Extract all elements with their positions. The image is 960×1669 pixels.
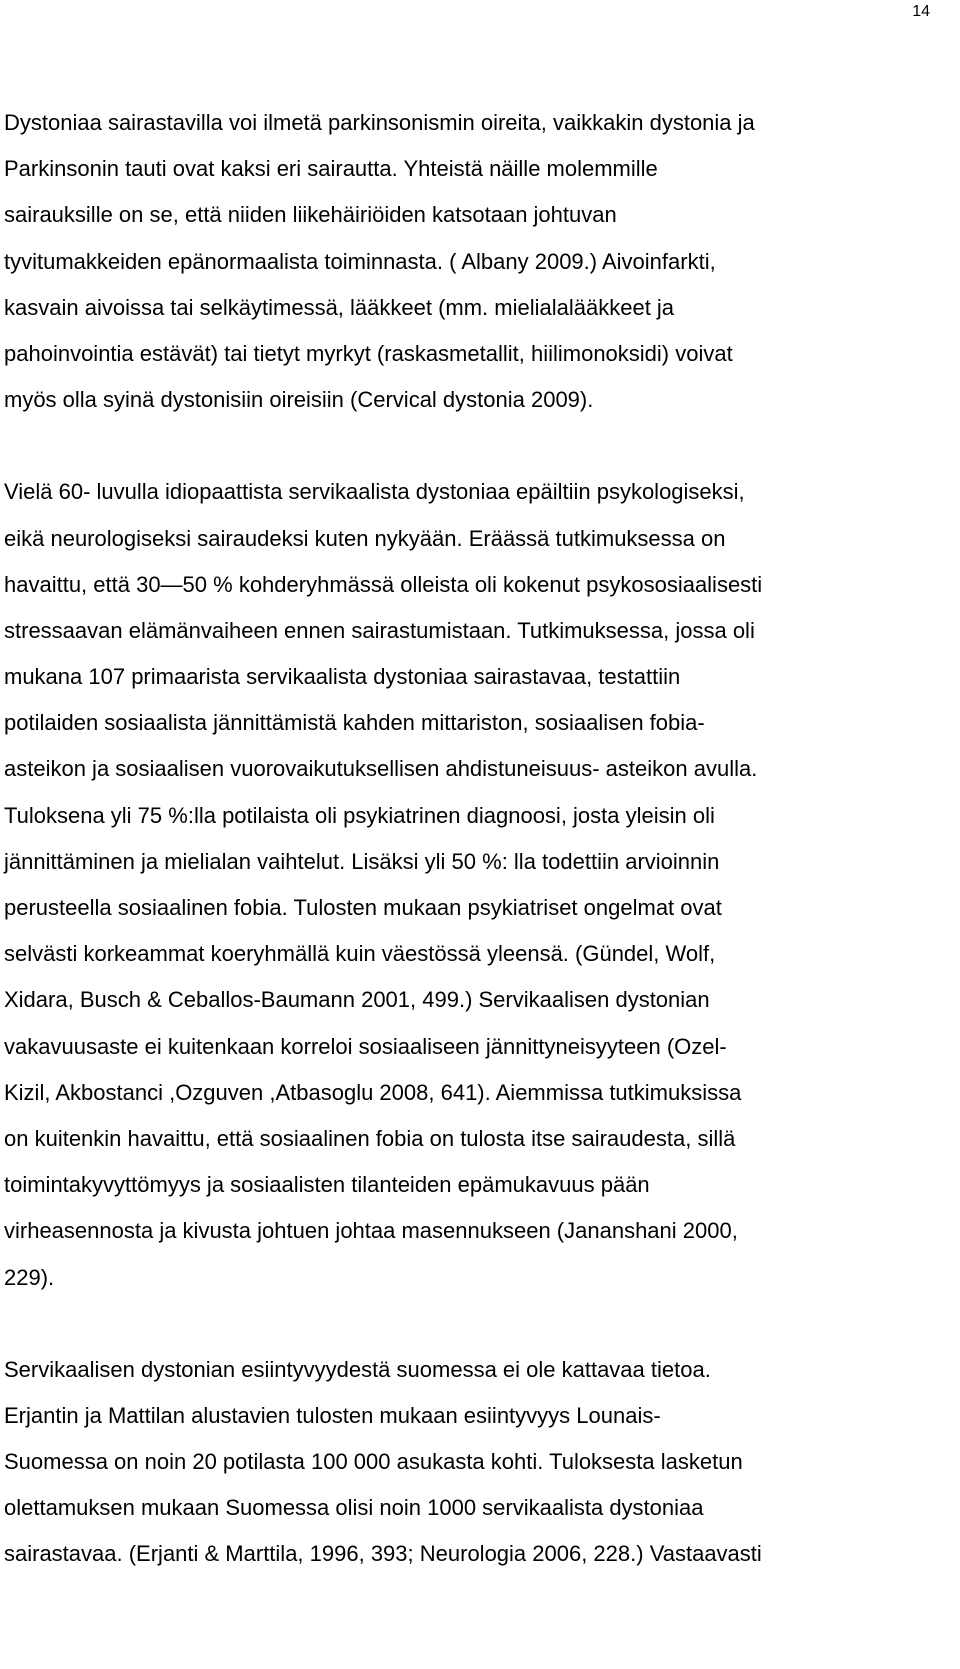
text-line: selvästi korkeammat koeryhmällä kuin väestössä yleensä. (Gündel, Wolf, — [4, 941, 716, 967]
text-line: olettamuksen mukaan Suomessa olisi noin 1000 servikaalista dystoniaa — [4, 1495, 704, 1521]
text-line: Parkinsonin tauti ovat kaksi eri sairautta. Yhteistä näille molemmille — [4, 156, 658, 182]
paragraph-parkinsonism — [4, 100, 934, 423]
text-line: eikä neurologiseksi sairaudeksi kuten nykyään. Eräässä tutkimuksessa on — [4, 525, 726, 551]
text-line: myös olla syinä dystonisiin oireisiin (Cervical dystonia 2009). — [4, 387, 594, 413]
text-line: sairauksille on se, että niiden liikehäiriöiden katsotaan johtuvan — [4, 202, 617, 228]
text-line: sairastavaa. (Erjanti & Marttila, 1996, 393; Neurologia 2006, 228.) Vastaavasti — [4, 1541, 762, 1567]
text-line: perusteella sosiaalinen fobia. Tulosten mukaan psykiatriset ongelmat ovat — [4, 895, 722, 920]
paragraph-prevalence — [4, 1347, 934, 1578]
text-line: vakavuusaste ei kuitenkaan korreloi sosiaaliseen jännittyneisyyteen (Ozel- — [4, 1033, 727, 1059]
text-line: virheasennosta ja kivusta johtuen johtaa masennukseen (Jananshani 2000, — [4, 1218, 738, 1244]
paragraph-gap — [4, 1301, 934, 1347]
text-line: tyvitumakkeiden epänormaalista toiminnasta. ( Albany 2009.) Aivoinfarkti, — [4, 248, 716, 274]
page-number: 14 — [912, 3, 930, 20]
text-line: Servikaalisen dystonian esiintyvyydestä suomessa ei ole kattavaa tietoa. — [4, 1356, 711, 1382]
text-line: asteikon ja sosiaalisen vuorovaikutuksellisen ahdistuneisuus- asteikon avulla. — [4, 756, 758, 782]
document-body — [4, 100, 934, 1578]
text-line: 229). — [4, 1264, 55, 1290]
text-line: Vielä 60- luvulla idiopaattista servikaalista dystoniaa epäiltiin psykologiseksi, — [4, 479, 745, 505]
text-line: stressaavan elämänvaiheen ennen sairastumistaan. Tutkimuksessa, jossa oli — [4, 617, 755, 643]
text-line: Suomessa on noin 20 potilasta 100 000 asukasta kohti. Tuloksesta lasketun — [4, 1449, 743, 1475]
paragraph-gap — [4, 423, 934, 469]
text-line: Tuloksena yli 75 %:lla potilaista oli psykiatrinen diagnoosi, josta yleisin oli — [4, 802, 715, 828]
paragraph-psychology — [4, 469, 934, 1300]
text-line: pahoinvointia estävät) tai tietyt myrkyt (raskasmetallit, hiilimonoksidi) voivat — [4, 340, 733, 366]
text-line: kasvain aivoissa tai selkäytimessä, lääkkeet (mm. mielialalääkkeet ja — [4, 294, 675, 320]
text-line: Kizil, Akbostanci ,Ozguven ,Atbasoglu 2008, 641). Aiemmissa tutkimuksissa — [4, 1079, 742, 1105]
text-line: Xidara, Busch & Ceballos-Baumann 2001, 499.) Servikaalisen dystonian — [4, 987, 710, 1013]
text-line: Dystoniaa sairastavilla voi ilmetä parkinsonismin oireita, vaikkakin dystonia ja — [4, 110, 755, 135]
text-line: toimintakyvyttömyys ja sosiaalisten tilanteiden epämukavuus pään — [4, 1172, 650, 1198]
text-line: potilaiden sosiaalista jännittämistä kahden mittariston, sosiaalisen fobia- — [4, 710, 705, 736]
text-line: mukana 107 primaarista servikaalista dystoniaa sairastavaa, testattiin — [4, 664, 681, 690]
text-line: on kuitenkin havaittu, että sosiaalinen fobia on tulosta itse sairaudesta, sillä — [4, 1125, 736, 1151]
text-line: Erjantin ja Mattilan alustavien tulosten mukaan esiintyvyys Lounais- — [4, 1402, 661, 1428]
text-line: jännittäminen ja mielialan vaihtelut. Lisäksi yli 50 %: lla todettiin arvioinnin — [4, 848, 720, 874]
text-line: havaittu, että 30—50 % kohderyhmässä olleista oli kokenut psykososiaalisesti — [4, 571, 763, 597]
